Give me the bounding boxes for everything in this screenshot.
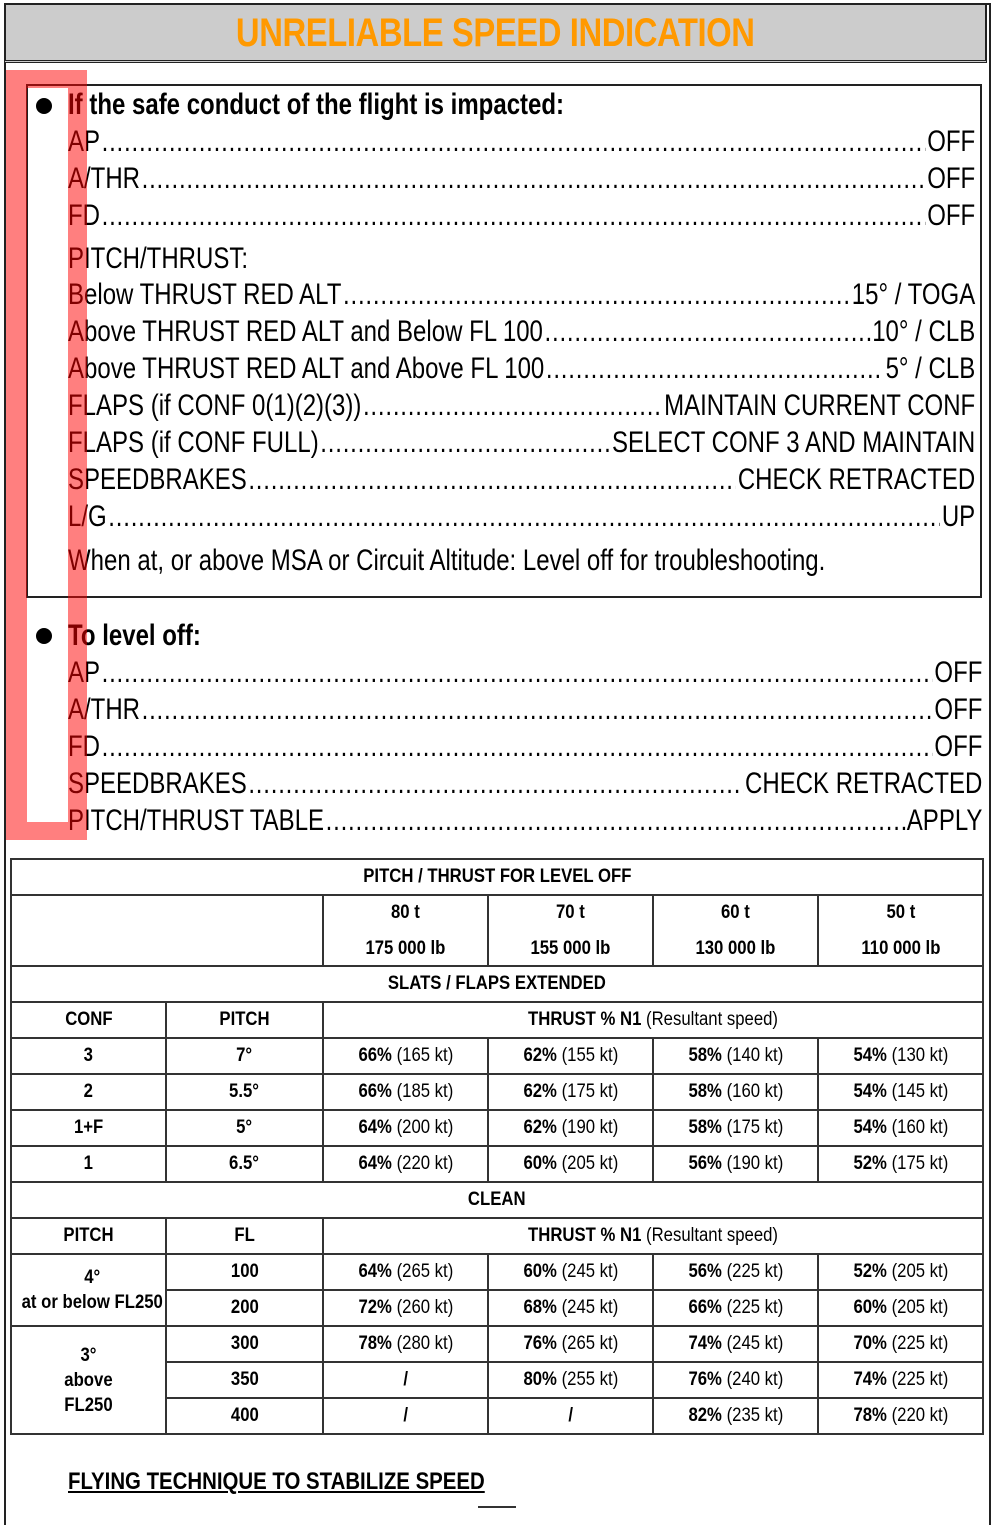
thrust-percent: 80% [523,1369,557,1390]
item-label: A/THR [68,162,140,195]
pitch-header: PITCH [166,1002,323,1038]
thrust-cell [818,1290,983,1326]
weight-tonnes: 70 t [556,901,585,923]
pitch-header: PITCH [11,1218,166,1254]
thrust-cell [653,1398,818,1434]
section-heading: To level off: [68,619,201,652]
thrust-cell [488,1362,653,1398]
item-label: L/G [68,500,107,533]
item-value: OFF [934,656,983,689]
pitch-cell: 5.5° [166,1074,323,1110]
thrust-percent: 64% [358,1117,392,1138]
thrust-cell [653,1326,818,1362]
item-value: CHECK RETRACTED [745,767,983,800]
thrust-cell [653,1362,818,1398]
resultant-speed: (205 kt) [886,1297,948,1318]
pitch-group-line: 4° [84,1267,101,1288]
item-label: Above THRUST RED ALT and Below FL 100 [68,315,543,348]
resultant-speed: (245 kt) [556,1297,618,1318]
fl-cell: 400 [166,1398,323,1434]
thrust-cell [653,1290,818,1326]
item-value: OFF [927,162,976,195]
table-row [11,1038,983,1074]
resultant-speed: (225 kt) [886,1369,948,1390]
clean-title: CLEAN [11,1182,983,1218]
checklist-item [68,125,975,162]
thrust-label: THRUST % N1 [528,1225,642,1246]
resultant-speed: (265 kt) [391,1261,453,1282]
pitch-group-line: FL250 [64,1394,113,1416]
leader-dots [343,278,850,312]
item-label: FD [68,199,100,232]
resultant-speed: (260 kt) [391,1297,453,1318]
conf-cell: 3 [11,1038,166,1074]
weight-header [323,895,488,966]
pitch-group-line: at or below FL250 [21,1292,163,1313]
resultant-speed: (175 kt) [556,1081,618,1102]
resultant-speed: (185 kt) [391,1081,453,1102]
resultant-speed: (255 kt) [556,1369,618,1390]
thrust-cell [818,1326,983,1362]
resultant-speed: (280 kt) [391,1333,453,1354]
fl-cell: 300 [166,1326,323,1362]
checklist-item [68,315,975,352]
resultant-speed: (265 kt) [556,1333,618,1354]
conf-header: CONF [11,1002,166,1038]
fl-cell: 350 [166,1362,323,1398]
resultant-speed: (220 kt) [886,1405,948,1426]
item-value: 15° / TOGA [851,278,976,311]
title-bar [4,3,987,63]
resultant-speed: (205 kt) [886,1261,948,1282]
bullet-icon [36,98,52,114]
item-value: 5° / CLB [885,352,976,385]
thrust-cell [653,1254,818,1290]
resultant-speed: (130 kt) [886,1045,948,1066]
thrust-cell [488,1290,653,1326]
thrust-percent: 64% [358,1261,392,1282]
leader-dots [102,199,926,233]
clean-header-row [11,1218,983,1254]
thrust-percent: / [568,1405,573,1426]
item-label: FD [68,730,100,763]
bullet-icon [36,628,52,644]
resultant-speed: (175 kt) [886,1153,948,1174]
checklist-item [68,278,975,315]
clean-title-row [11,1182,983,1218]
leader-dots [142,693,933,727]
resultant-speed: (200 kt) [391,1117,453,1138]
thrust-percent: 78% [853,1405,887,1426]
thrust-percent: 76% [523,1333,557,1354]
leader-dots [108,500,940,534]
thrust-cell [323,1074,488,1110]
slats-header-row [11,1002,983,1038]
item-label: AP [68,656,101,689]
thrust-note: (Resultant speed) [641,1225,779,1246]
thrust-percent: 62% [523,1117,557,1138]
weight-header [488,895,653,966]
thrust-percent: 66% [358,1045,392,1066]
fl-header: FL [166,1218,323,1254]
resultant-speed: (160 kt) [721,1081,783,1102]
leader-dots [248,767,743,801]
item-label: PITCH/THRUST TABLE [68,804,325,837]
thrust-percent: 64% [358,1153,392,1174]
checklist-item [68,656,982,693]
item-value: OFF [927,125,976,158]
thrust-cell [653,1110,818,1146]
thrust-percent: 62% [523,1045,557,1066]
pitch-cell: 5° [166,1110,323,1146]
thrust-percent: 60% [523,1153,557,1174]
item-value: 10° / CLB [872,315,976,348]
table-title: PITCH / THRUST FOR LEVEL OFF [11,859,983,895]
item-value: OFF [934,730,983,763]
thrust-percent: 60% [853,1297,887,1318]
page-title-text: UNRELIABLE SPEED INDICATION [236,11,755,55]
leader-dots [142,162,926,196]
item-value: UP [941,500,976,533]
thrust-percent: 52% [853,1153,887,1174]
table-row [11,1254,983,1290]
fl-cell: 100 [166,1254,323,1290]
thrust-cell [818,1362,983,1398]
thrust-percent: 54% [853,1045,887,1066]
thrust-cell [323,1110,488,1146]
weight-pounds: 155 000 lb [530,937,611,959]
page-title [6,11,985,56]
leader-dots [326,804,906,838]
thrust-percent: 82% [688,1405,722,1426]
checklist-item [68,426,975,463]
thrust-percent: 60% [523,1261,557,1282]
thrust-percent: 70% [853,1333,887,1354]
thrust-cell [488,1254,653,1290]
resultant-speed: (175 kt) [721,1117,783,1138]
thrust-cell [323,1038,488,1074]
resultant-speed: (225 kt) [886,1333,948,1354]
thrust-cell [488,1074,653,1110]
resultant-speed: (225 kt) [721,1297,783,1318]
fl-cell: 200 [166,1290,323,1326]
resultant-speed: (245 kt) [556,1261,618,1282]
thrust-note: (Resultant speed) [641,1009,779,1030]
weight-blank [11,895,323,966]
item-label: FLAPS (if CONF FULL) [68,426,319,459]
leader-dots [102,730,933,764]
weight-tonnes: 80 t [391,901,420,923]
slats-title-row [11,966,983,1002]
pitch-thrust-table [10,858,984,1435]
item-value: MAINTAIN CURRENT CONF [664,389,976,422]
weight-header [653,895,818,966]
leader-dots [102,656,933,690]
weight-row [11,895,983,966]
thrust-percent: 66% [358,1081,392,1102]
thrust-percent: 58% [688,1045,722,1066]
item-label: FLAPS (if CONF 0(1)(2)(3)) [68,389,362,422]
thrust-percent: 76% [688,1369,722,1390]
item-label: SPEEDBRAKES [68,463,247,496]
thrust-percent: 68% [523,1297,557,1318]
table-row [11,1326,983,1362]
thrust-cell [818,1254,983,1290]
leader-dots [545,315,871,349]
pitch-group-cell [11,1254,166,1326]
thrust-cell [488,1398,653,1434]
weight-tonnes: 60 t [721,901,750,923]
pitch-thrust-subheading: PITCH/THRUST: [68,242,248,275]
item-label: A/THR [68,693,140,726]
leader-dots [363,389,663,423]
thrust-cell [653,1074,818,1110]
resultant-speed: (220 kt) [391,1153,453,1174]
thrust-percent: 66% [688,1297,722,1318]
conf-cell: 2 [11,1074,166,1110]
thrust-percent: 54% [853,1081,887,1102]
resultant-speed: (160 kt) [886,1117,948,1138]
conf-cell: 1+F [11,1110,166,1146]
weight-pounds: 130 000 lb [695,937,776,959]
thrust-header [323,1218,983,1254]
checklist-item [68,767,982,804]
table-row [11,1110,983,1146]
thrust-cell [818,1398,983,1434]
checklist-item [68,500,975,537]
item-label: SPEEDBRAKES [68,767,247,800]
thrust-cell [323,1398,488,1434]
section-heading: If the safe conduct of the flight is impacted: [68,88,565,121]
thrust-cell [818,1074,983,1110]
thrust-percent: 74% [853,1369,887,1390]
weight-header [818,895,983,966]
item-label: Above THRUST RED ALT and Above FL 100 [68,352,545,385]
item-value: APPLY [906,804,983,837]
thrust-cell [323,1326,488,1362]
checklist-item [68,352,975,389]
level-off-note: When at, or above MSA or Circuit Altitude: Level off for troubleshooting. [68,544,826,577]
checklist-item [68,162,975,199]
pitch-cell: 7° [166,1038,323,1074]
item-value: OFF [934,693,983,726]
thrust-percent: 58% [688,1081,722,1102]
weight-pounds: 110 000 lb [861,937,941,959]
leader-dots [546,352,884,386]
checklist-item [68,389,975,426]
thrust-cell [488,1326,653,1362]
checklist-item [68,804,982,841]
resultant-speed: (165 kt) [391,1045,453,1066]
item-value: CHECK RETRACTED [737,463,976,496]
flying-technique-heading: FLYING TECHNIQUE TO STABILIZE SPEED [68,1468,485,1495]
resultant-speed: (240 kt) [721,1369,783,1390]
resultant-speed: (245 kt) [721,1333,783,1354]
thrust-percent: / [403,1405,408,1426]
weight-tonnes: 50 t [886,901,915,923]
item-label: AP [68,125,101,158]
resultant-speed: (190 kt) [721,1153,783,1174]
thrust-percent: 54% [853,1117,887,1138]
thrust-label: THRUST % N1 [528,1009,642,1030]
thrust-percent: / [403,1369,408,1390]
thrust-percent: 72% [358,1297,392,1318]
thrust-cell [653,1038,818,1074]
thrust-cell [323,1146,488,1182]
pitch-cell: 6.5° [166,1146,323,1182]
resultant-speed: (225 kt) [721,1261,783,1282]
divider [478,1506,516,1508]
thrust-cell [323,1290,488,1326]
checklist-item [68,199,975,236]
thrust-cell [488,1110,653,1146]
resultant-speed: (145 kt) [886,1081,948,1102]
pitch-group-line: above [64,1369,113,1391]
conf-cell: 1 [11,1146,166,1182]
thrust-percent: 78% [358,1333,392,1354]
resultant-speed: (190 kt) [556,1117,618,1138]
thrust-percent: 52% [853,1261,887,1282]
thrust-header [323,1002,983,1038]
checklist-item [68,730,982,767]
table-title-row [11,859,983,895]
weight-pounds: 175 000 lb [365,937,446,959]
thrust-cell [818,1146,983,1182]
thrust-percent: 56% [688,1261,722,1282]
thrust-cell [488,1038,653,1074]
thrust-cell [818,1038,983,1074]
resultant-speed: (155 kt) [556,1045,618,1066]
item-label: Below THRUST RED ALT [68,278,342,311]
pitch-group-line: 3° [80,1344,97,1366]
table-row [11,1074,983,1110]
thrust-percent: 62% [523,1081,557,1102]
thrust-percent: 74% [688,1333,722,1354]
thrust-cell [488,1146,653,1182]
thrust-percent: 58% [688,1117,722,1138]
leader-dots [248,463,736,497]
resultant-speed: (205 kt) [556,1153,618,1174]
item-value: OFF [927,199,976,232]
thrust-cell [323,1254,488,1290]
thrust-cell [653,1146,818,1182]
thrust-percent: 56% [688,1153,722,1174]
item-value: SELECT CONF 3 AND MAINTAIN [612,426,976,459]
resultant-speed: (235 kt) [721,1405,783,1426]
checklist-item [68,693,982,730]
slats-flaps-title: SLATS / FLAPS EXTENDED [11,966,983,1002]
thrust-cell [323,1362,488,1398]
leader-dots [320,426,610,460]
pitch-group-cell [11,1326,166,1434]
leader-dots [102,125,926,159]
resultant-speed: (140 kt) [721,1045,783,1066]
checklist-item [68,463,975,500]
thrust-cell [818,1110,983,1146]
table-row [11,1146,983,1182]
